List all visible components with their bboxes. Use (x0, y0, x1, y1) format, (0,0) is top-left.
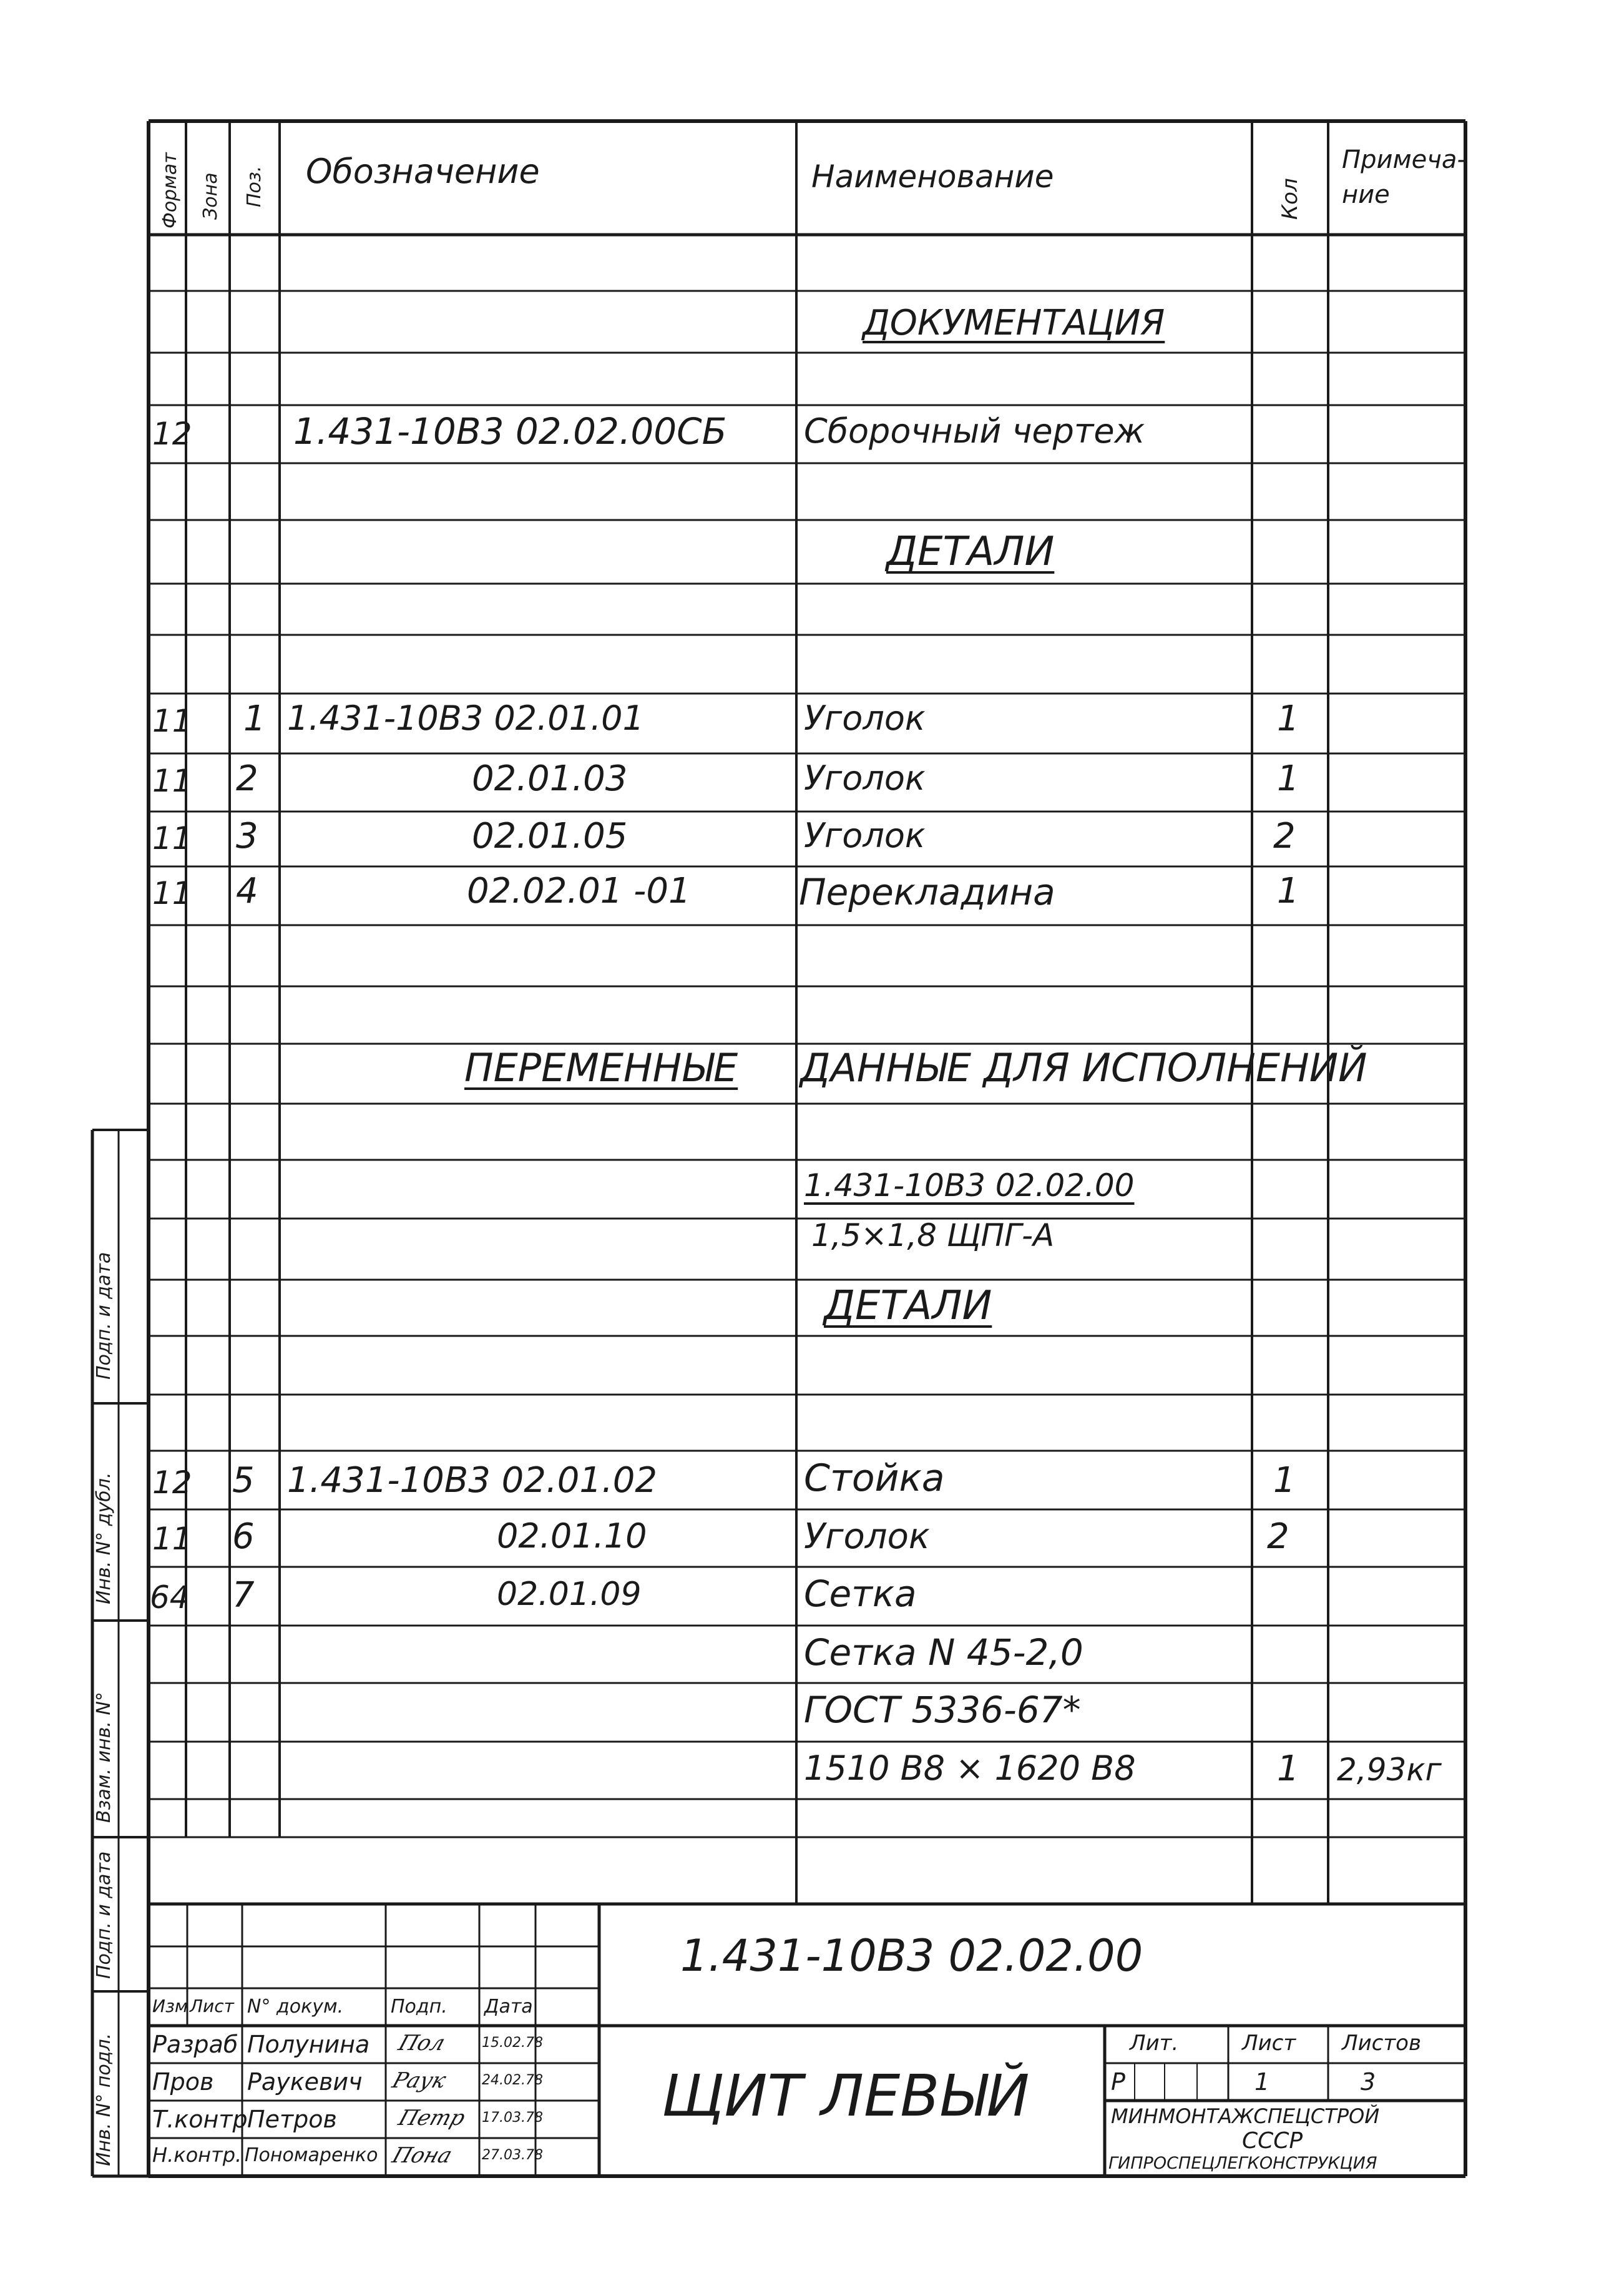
tb-org-ministry: МИНМОНТАЖСПЕЦСТРОЙ (1111, 2104, 1380, 2128)
tb-role-tkontr: Т.контр (152, 2106, 248, 2133)
row1-format: 11 (152, 703, 192, 739)
row3-format: 11 (152, 820, 192, 856)
row5-designation: 1.431-10В3 02.01.02 (287, 1460, 658, 1501)
row6-name: Уголок (804, 1516, 930, 1557)
row2-name: Уголок (804, 758, 926, 798)
row6-qty: 2 (1267, 1516, 1289, 1557)
tb-sign-tkontr: Петр (395, 2106, 469, 2131)
tb-head-date: Дата (484, 1996, 533, 2018)
section-variables-right: ДАННЫЕ ДЛЯ ИСПОЛНЕНИЙ (800, 1045, 1367, 1091)
side-replace-inv: Взам. инв. N° (93, 1692, 115, 1823)
header-zone: Зона (200, 172, 222, 220)
title-doc-number: 1.431-10В3 02.02.00 (680, 1930, 1143, 1981)
tb-name-razrab: Полунина (247, 2031, 370, 2058)
tb-lit-label: Лит. (1130, 2031, 1179, 2056)
row1-pos: 1 (243, 699, 266, 739)
doc-format: 12 (152, 416, 192, 452)
doc-designation: 1.431-10В3 02.02.00СБ (293, 410, 727, 453)
tb-date-nkontr: 27.03.78 (482, 2147, 543, 2163)
variant-size: 1,5×1,8 ЩПГ-А (811, 1217, 1055, 1253)
row1-name: Уголок (804, 699, 926, 738)
tb-date-razrab: 15.02.78 (482, 2035, 543, 2051)
row1-designation: 1.431-10В3 02.01.01 (287, 699, 644, 738)
tb-head-list: Лист (190, 1996, 234, 2016)
header-format: Формат (159, 152, 181, 228)
variant-designation: 1.431-10В3 02.02.00 (804, 1167, 1135, 1204)
row4-qty: 1 (1277, 871, 1299, 911)
tb-sheets-label: Листов (1342, 2031, 1422, 2056)
row4-name: Перекладина (799, 871, 1055, 913)
tb-sign-razrab: Пол (395, 2031, 449, 2056)
tb-role-prov: Пров (152, 2068, 214, 2096)
header-note-1: Примеча- (1342, 145, 1466, 174)
row4-format: 11 (152, 875, 192, 911)
row1-qty: 1 (1277, 699, 1299, 739)
row3-pos: 3 (236, 816, 258, 856)
row3-name: Уголок (804, 816, 926, 855)
side-sign-date: Подп. и дата (93, 1851, 115, 1979)
tb-sheets-value: 3 (1361, 2068, 1376, 2096)
row7-designation: 02.01.09 (497, 1576, 642, 1613)
row5-format: 12 (152, 1464, 192, 1501)
header-name: Наименование (811, 159, 1054, 195)
tb-name-prov: Раукевич (247, 2068, 363, 2096)
side-inv-dubl: Инв. N° дубл. (93, 1472, 115, 1604)
row2-designation: 02.01.03 (472, 758, 628, 799)
header-qty: Кол (1278, 178, 1303, 220)
section-details-2: ДЕТАЛИ (824, 1283, 992, 1329)
mesh-qty: 1 (1277, 1749, 1299, 1789)
header-pos: Поз. (243, 165, 265, 207)
tb-sheet-value: 1 (1254, 2068, 1270, 2096)
row6-designation: 02.01.10 (497, 1516, 647, 1556)
header-note-2: ние (1342, 180, 1390, 209)
header-designation: Обозначение (306, 152, 540, 191)
tb-head-sign: Подп. (391, 1996, 447, 2018)
tb-head-docnum: N° докум. (247, 1996, 344, 2018)
tb-org-country: СССР (1242, 2128, 1303, 2154)
row4-pos: 4 (236, 871, 258, 911)
row2-pos: 2 (236, 758, 258, 799)
section-variables-left: ПЕРЕМЕННЫЕ (464, 1045, 738, 1091)
mesh-standard: ГОСТ 5336-67* (804, 1689, 1081, 1731)
row5-qty: 1 (1273, 1460, 1296, 1501)
side-inv-dubl-sign-date: Подп. и дата (93, 1252, 115, 1380)
tb-date-prov: 24.02.78 (482, 2073, 543, 2088)
tb-sign-prov: Раук (389, 2068, 449, 2093)
row2-format: 11 (152, 763, 192, 799)
row6-pos: 6 (232, 1516, 255, 1557)
row7-name: Сетка (804, 1572, 917, 1615)
tb-role-nkontr: Н.контр. (152, 2143, 242, 2167)
mesh-spec: Сетка N 45-2,0 (804, 1631, 1083, 1674)
row5-pos: 5 (232, 1460, 255, 1501)
row3-qty: 2 (1273, 816, 1296, 856)
row5-name: Стойка (804, 1456, 945, 1500)
tb-title: ЩИТ ЛЕВЫЙ (662, 2063, 1030, 2129)
tb-name-tkontr: Петров (247, 2106, 337, 2133)
row2-qty: 1 (1277, 758, 1299, 799)
tb-sheet-label: Лист (1242, 2031, 1296, 2056)
row3-designation: 02.01.05 (472, 816, 628, 856)
row4-designation: 02.02.01 -01 (467, 871, 691, 911)
row7-pos: 7 (232, 1575, 255, 1616)
tb-head-izm: Изм (152, 1996, 188, 2016)
row7-format: 64 (150, 1579, 190, 1616)
tb-role-razrab: Разраб (152, 2031, 238, 2058)
section-documentation: ДОКУМЕНТАЦИЯ (863, 303, 1165, 343)
mesh-size: 1510 В8 × 1620 В8 (804, 1749, 1136, 1788)
tb-date-tkontr: 17.03.78 (482, 2110, 543, 2126)
side-inv-orig: Инв. N° подл. (93, 2033, 115, 2166)
tb-org-institute: ГИПРОСПЕЦЛЕГКОНСТРУКЦИЯ (1108, 2154, 1377, 2173)
section-details: ДЕТАЛИ (886, 529, 1055, 575)
row6-format: 11 (152, 1521, 192, 1557)
tb-lit-value: Р (1111, 2068, 1125, 2096)
tb-name-nkontr: Пономаренко (245, 2144, 378, 2166)
mesh-note: 2,93кг (1337, 1752, 1442, 1788)
doc-name: Сборочный чертеж (804, 411, 1145, 451)
tb-sign-nkontr: Пона (389, 2143, 456, 2168)
